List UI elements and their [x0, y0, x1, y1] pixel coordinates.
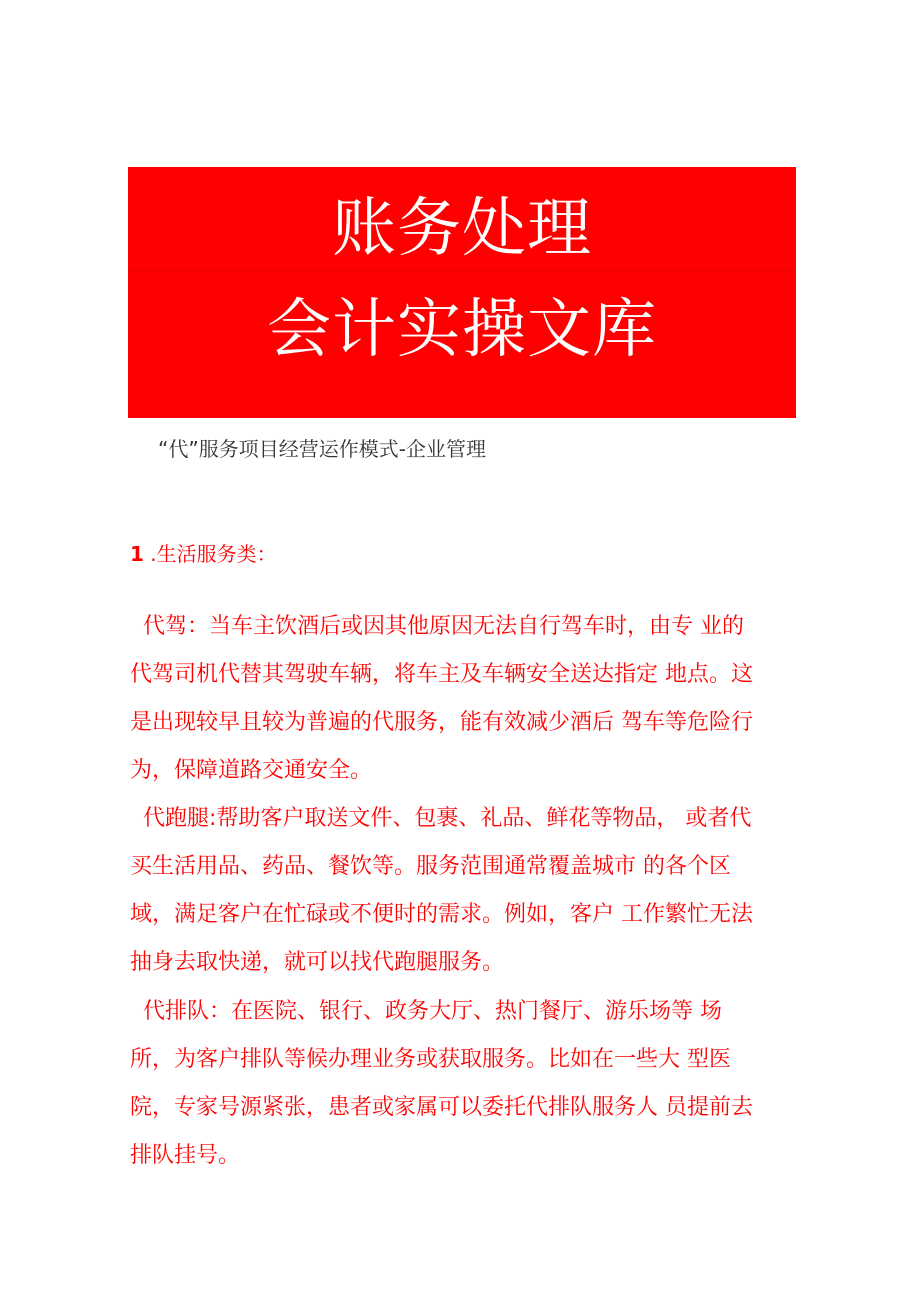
paragraph-line: 排队挂号。 — [130, 1143, 241, 1168]
paragraph-line: 代驾：当车主饮酒后或因其他原因无法自行驾车时，由专 业的 — [143, 614, 744, 639]
paragraph-line: 代排队：在医院、银行、政务大厅、热门餐厅、游乐场等 场 — [143, 999, 722, 1024]
paragraph-designated-driver — [130, 603, 753, 795]
paragraph-line: 代跑腿:帮助客户取送文件、包裹、礼品、鲜花等物品， 或者代 — [143, 806, 752, 831]
section-number: 1 — [130, 542, 144, 566]
banner-heading-line-1: 账务处理 — [332, 192, 592, 266]
paragraph-line: 为，保障道路交通安全。 — [130, 758, 373, 783]
paragraph-line: 是出现较早且较为普遍的代服务，能有效减少酒后 驾车等危险行 — [130, 710, 753, 735]
paragraph-line: 所，为客户排队等候办理业务或获取服务。比如在一些大 型医 — [130, 1047, 731, 1072]
document-title: “代”服务项目经营运作模式-企业管理 — [158, 437, 486, 461]
title-banner — [128, 167, 796, 418]
paragraph-line: 抽身去取快递，就可以找代跑腿服务。 — [130, 950, 505, 975]
section-heading — [130, 538, 277, 570]
paragraph-line: 域，满足客户在忙碌或不便时的需求。例如，客户 工作繁忙无法 — [130, 902, 753, 927]
paragraph-line: 买生活用品、药品、餐饮等。服务范围通常覆盖城市 的各个区 — [130, 854, 731, 879]
banner-divider — [128, 270, 796, 271]
paragraph-errand-running — [130, 795, 753, 987]
section-label: .生活服务类： — [150, 542, 277, 566]
paragraph-line: 代驾司机代替其驾驶车辆，将车主及车辆安全送达指定 地点。这 — [130, 662, 753, 687]
paragraph-line: 院，专家号源紧张，患者或家属可以委托代排队服务人 员提前去 — [130, 1095, 753, 1120]
paragraph-queue-service — [130, 988, 753, 1180]
banner-heading-line-2: 会计实操文库 — [267, 293, 657, 367]
